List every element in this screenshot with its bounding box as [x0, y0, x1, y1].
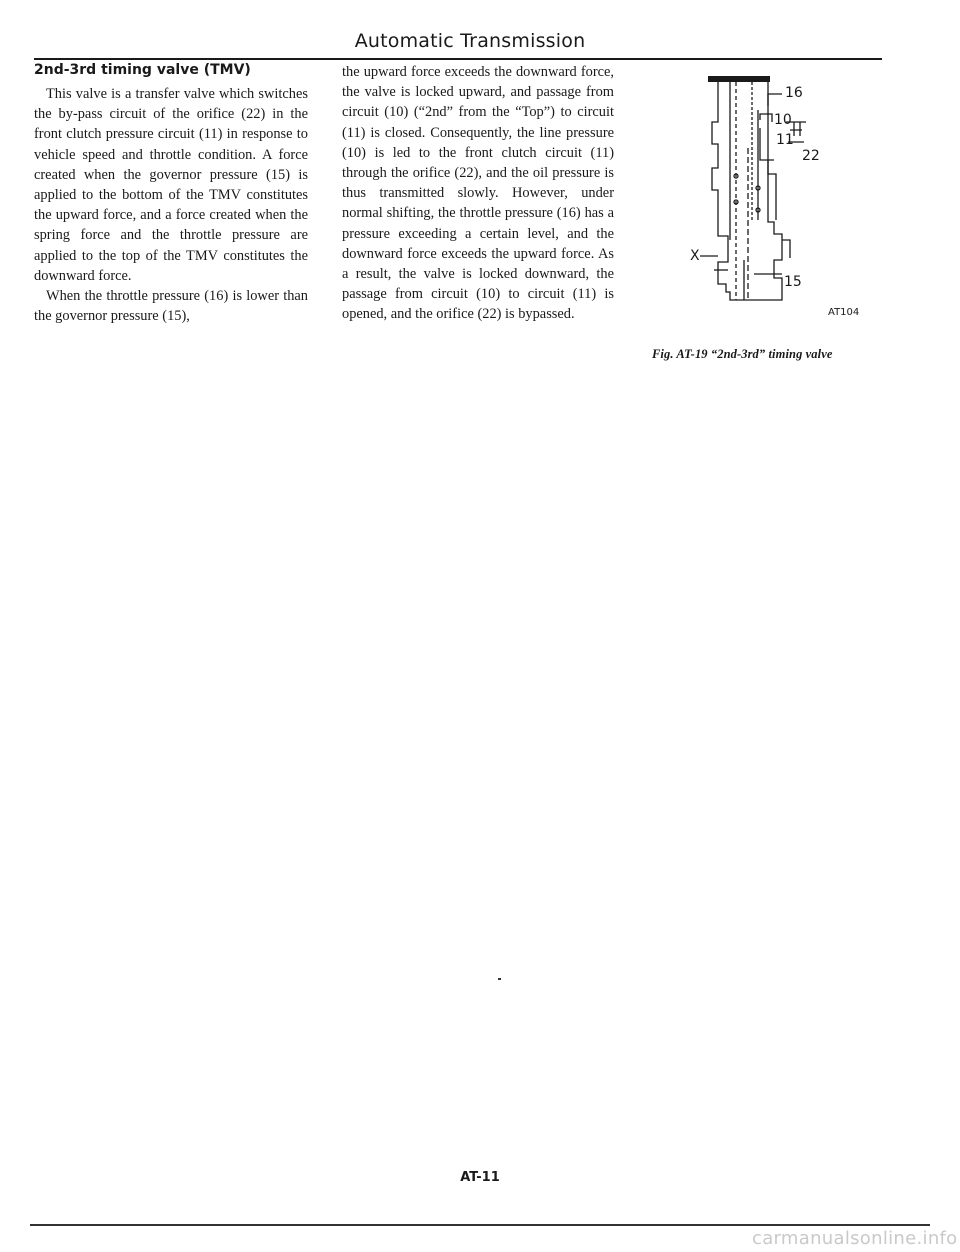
section-heading: 2nd-3rd timing valve (TMV)	[34, 62, 251, 78]
paragraph: the upward force exceeds the downward force, the valve is locked upward, and passage from circuit (10) (“2nd” from the “Top”) to circuit (11) is closed. Consequently, the line pressure (10) is led to the front clutch circuit (11) through the orifice (22), and the oil pressure is thus transmitted slowly. However, under normal shifting, the throttle pressure (16) has a pressure exceeding a certain level, and the downward force exceeds the upward force. As a result, the valve is locked downward, the passage from circuit (10) to circuit (11) is opened, and the orifice (22) is bypassed.	[342, 64, 614, 323]
text-column-1	[34, 84, 308, 326]
figure-code: AT104	[828, 307, 860, 318]
paragraph: When the throttle pressure (16) is lower than the governor pressure (15),	[34, 288, 308, 325]
stray-dot	[498, 978, 501, 980]
header-rule	[34, 58, 882, 60]
label-22: 22	[802, 148, 820, 164]
valve-top-plate	[708, 76, 770, 82]
passage-16	[768, 94, 782, 106]
timing-valve-diagram	[690, 70, 886, 332]
label-11: 11	[776, 132, 794, 148]
label-x: X	[690, 248, 700, 264]
label-16: 16	[785, 85, 803, 101]
figure-caption: Fig. AT-19 “2nd-3rd” timing valve	[652, 347, 833, 361]
page-number: AT-11	[460, 1170, 500, 1185]
passage-upper-right	[768, 160, 776, 220]
label-10: 10	[774, 112, 792, 128]
watermark: carmanualsonline.info	[752, 1228, 958, 1249]
passage-11	[760, 128, 774, 160]
footer-rule	[30, 1224, 930, 1226]
page-header-title: Automatic Transmission	[354, 30, 586, 52]
passage-15	[782, 240, 790, 258]
paragraph: This valve is a transfer valve which switches the by-pass circuit of the orifice (22) in the front clutch pressure circuit (11) in response to vehicle speed and throttle condition. A force created when the governor pressure (15) is applied to the bottom of the TMV constitutes the upward force, and a force created when the spring force and the throttle pressure are applied to the top of the TMV constitutes the downward force.	[34, 86, 308, 284]
text-column-2	[342, 62, 614, 325]
passage-10	[760, 114, 772, 122]
label-15: 15	[784, 274, 802, 290]
